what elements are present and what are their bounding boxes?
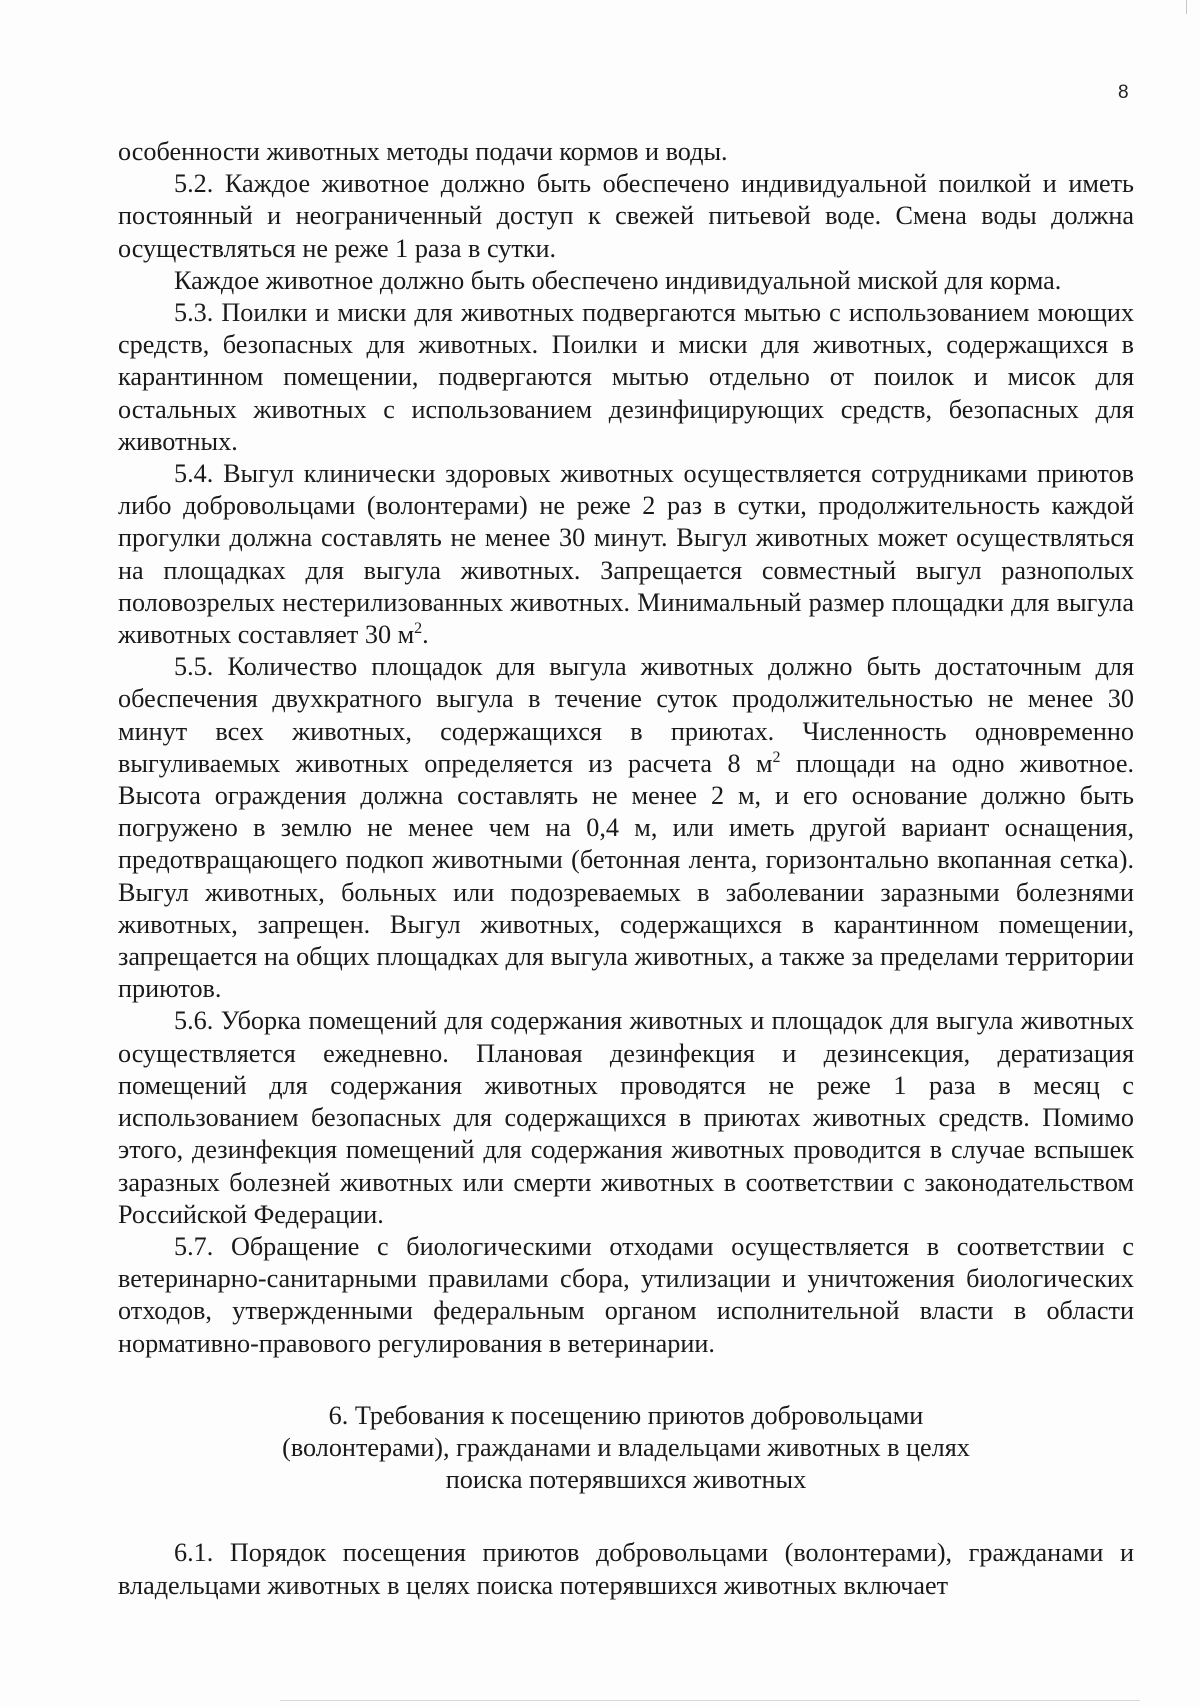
document-body <box>118 136 1134 1602</box>
superscript-square: 2 <box>772 748 781 766</box>
paragraph-5-5-tail: площади на одно животное. Высота ограждения должна составлять не менее 2 м, и его основание должно быть погружено в землю не менее чем на 0,4 м, или иметь другой вариант оснащения, предотвращающего подкоп животными (бетонная лента, горизонтально вкопанная сетка). Выгул животных, больных или подозреваемых в заболевании заразными болезнями животных, запрещен. Выгул животных, содержащихся в карантинном помещении, запрещается на общих площадках для выгула животных, а также за пределами территории приютов. <box>118 748 1134 1004</box>
paragraph-5-2: 5.2. Каждое животное должно быть обеспечено индивидуальной поилкой и иметь постоянный и неограниченный доступ к свежей питьевой воде. Смена воды должна осуществляться не реже 1 раза в сутки. <box>118 169 1134 263</box>
section-heading-line: (волонтерами), гражданами и владельцами животных в целях <box>282 1432 970 1462</box>
page-number: 8 <box>1118 82 1129 103</box>
paragraph-6-1: 6.1. Порядок посещения приютов добровольцами (волонтерами), гражданами и владельцами животных в целях поиска потерявшихся животных включает <box>118 1538 1134 1600</box>
paragraph-5-4-text: 5.4. Выгул клинически здоровых животных осуществляется сотрудниками приютов либо добровольцами (волонтерами) не реже 2 раз в сутки, продолжительность каждой прогулки должна составлять не менее 30 минут. Выгул животных может осуществляться на площадках для выгула животных. Запрещается совместный выгул разнополых половозрелых нестерилизованных животных. Минимальный размер площадки для выгула животных составляет 30 м <box>118 459 1134 650</box>
paragraph-5-3: 5.3. Поилки и миски для животных подвергаются мытью с использованием моющих средств, безопасных для животных. Поилки и миски для животных, содержащихся в карантинном помещении, подвергаются мытью отдельно от поилок и мисок для остальных животных с использованием дезинфицирующих средств, безопасных для животных. <box>118 298 1134 456</box>
paragraph-5-2-bowl: Каждое животное должно быть обеспечено индивидуальной миской для корма. <box>174 265 1062 295</box>
paragraph-continuation: особенности животных методы подачи кормов и воды. <box>118 137 728 166</box>
paragraph-5-7: 5.7. Обращение с биологическими отходами осуществляется в соответствии с ветеринарно-санитарными правилами сбора, утилизации и уничтожения биологических отходов, утвержденными федеральным органом исполнительной власти в области нормативно-правового регулирования в ветеринарии. <box>118 1231 1134 1358</box>
section-heading-line: 6. Требования к посещению приютов добровольцами <box>328 1400 924 1430</box>
paragraph-5-5 <box>118 651 1134 1005</box>
paragraph-5-6: 5.6. Уборка помещений для содержания животных и площадок для выгула животных осуществляется ежедневно. Плановая дезинфекция и дезинсекция, дератизация помещений для содержания животных проводятся не реже 1 раза в месяц с использованием безопасных для содержащихся в приютах животных средств. Помимо этого, дезинфекция помещений для содержания животных проводится в случае вспышек заразных болезней животных или смерти животных в соответствии с законодательством Российской Федерации. <box>118 1006 1134 1229</box>
section-heading-line: поиска потерявшихся животных <box>445 1465 807 1495</box>
paragraph-5-5-text: 5.5. Количество площадок для выгула животных должно быть достаточным для обеспечения двухкратного выгула в течение суток продолжительностью не менее 30 минут всех животных, содержащихся в приютах. Численность одновременно выгуливаемых животных определяется из расчета 8 м <box>118 652 1134 778</box>
paragraph-5-4 <box>118 458 1134 651</box>
superscript-square: 2 <box>414 620 423 638</box>
section-heading-6 <box>118 1400 1134 1497</box>
scan-edge-mark <box>1186 0 1187 14</box>
scan-artifact-line <box>280 1700 1140 1701</box>
paragraph-5-4-tail: . <box>422 620 429 650</box>
